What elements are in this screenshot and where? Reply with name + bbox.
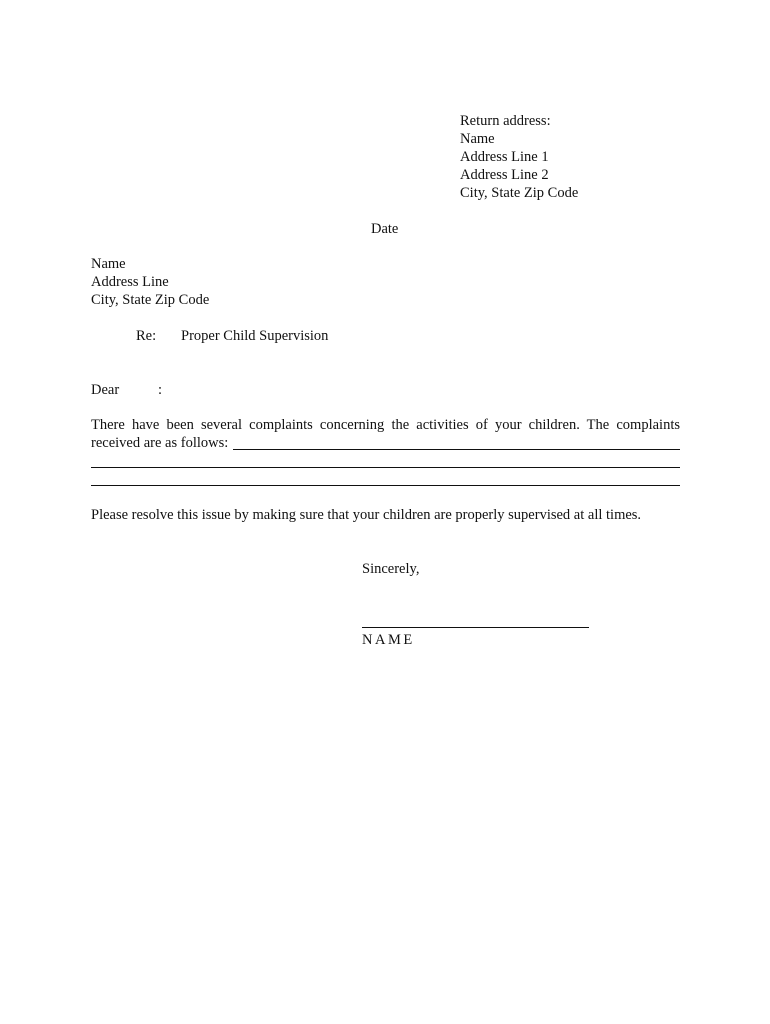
recipient-name: Name: [91, 256, 126, 272]
return-address-city-state-zip: City, State Zip Code: [460, 185, 579, 201]
return-address-block: [460, 112, 578, 202]
complaints-paragraph-line1: There have been several complaints concerning the activities of your children. The complaints: [91, 417, 680, 433]
recipient-address-line: Address Line: [91, 274, 169, 290]
complaints-paragraph-line2: received are as follows:: [91, 435, 229, 451]
complaints-blank-line-2[interactable]: [91, 467, 680, 468]
return-address-line2: Address Line 2: [460, 167, 549, 183]
re-label: Re:: [136, 328, 157, 344]
recipient-address-block: [91, 255, 209, 309]
resolve-paragraph: Please resolve this issue by making sure that your children are properly supervised at all times.: [91, 507, 642, 523]
re-subject: Proper Child Supervision: [181, 328, 329, 344]
salutation-colon: :: [158, 382, 163, 398]
return-address-name: Name: [460, 131, 495, 147]
complaints-blank-line-1[interactable]: [233, 449, 680, 450]
salutation-dear: Dear: [91, 382, 120, 398]
return-address-label: Return address:: [460, 113, 551, 129]
return-address-line1: Address Line 1: [460, 149, 549, 165]
recipient-city-state-zip: City, State Zip Code: [91, 292, 210, 308]
letter-date: Date: [371, 221, 399, 237]
closing-sincerely: Sincerely,: [362, 561, 420, 577]
signature-name: NAME: [362, 632, 415, 648]
complaints-blank-line-3[interactable]: [91, 485, 680, 486]
signature-line[interactable]: [362, 627, 589, 628]
